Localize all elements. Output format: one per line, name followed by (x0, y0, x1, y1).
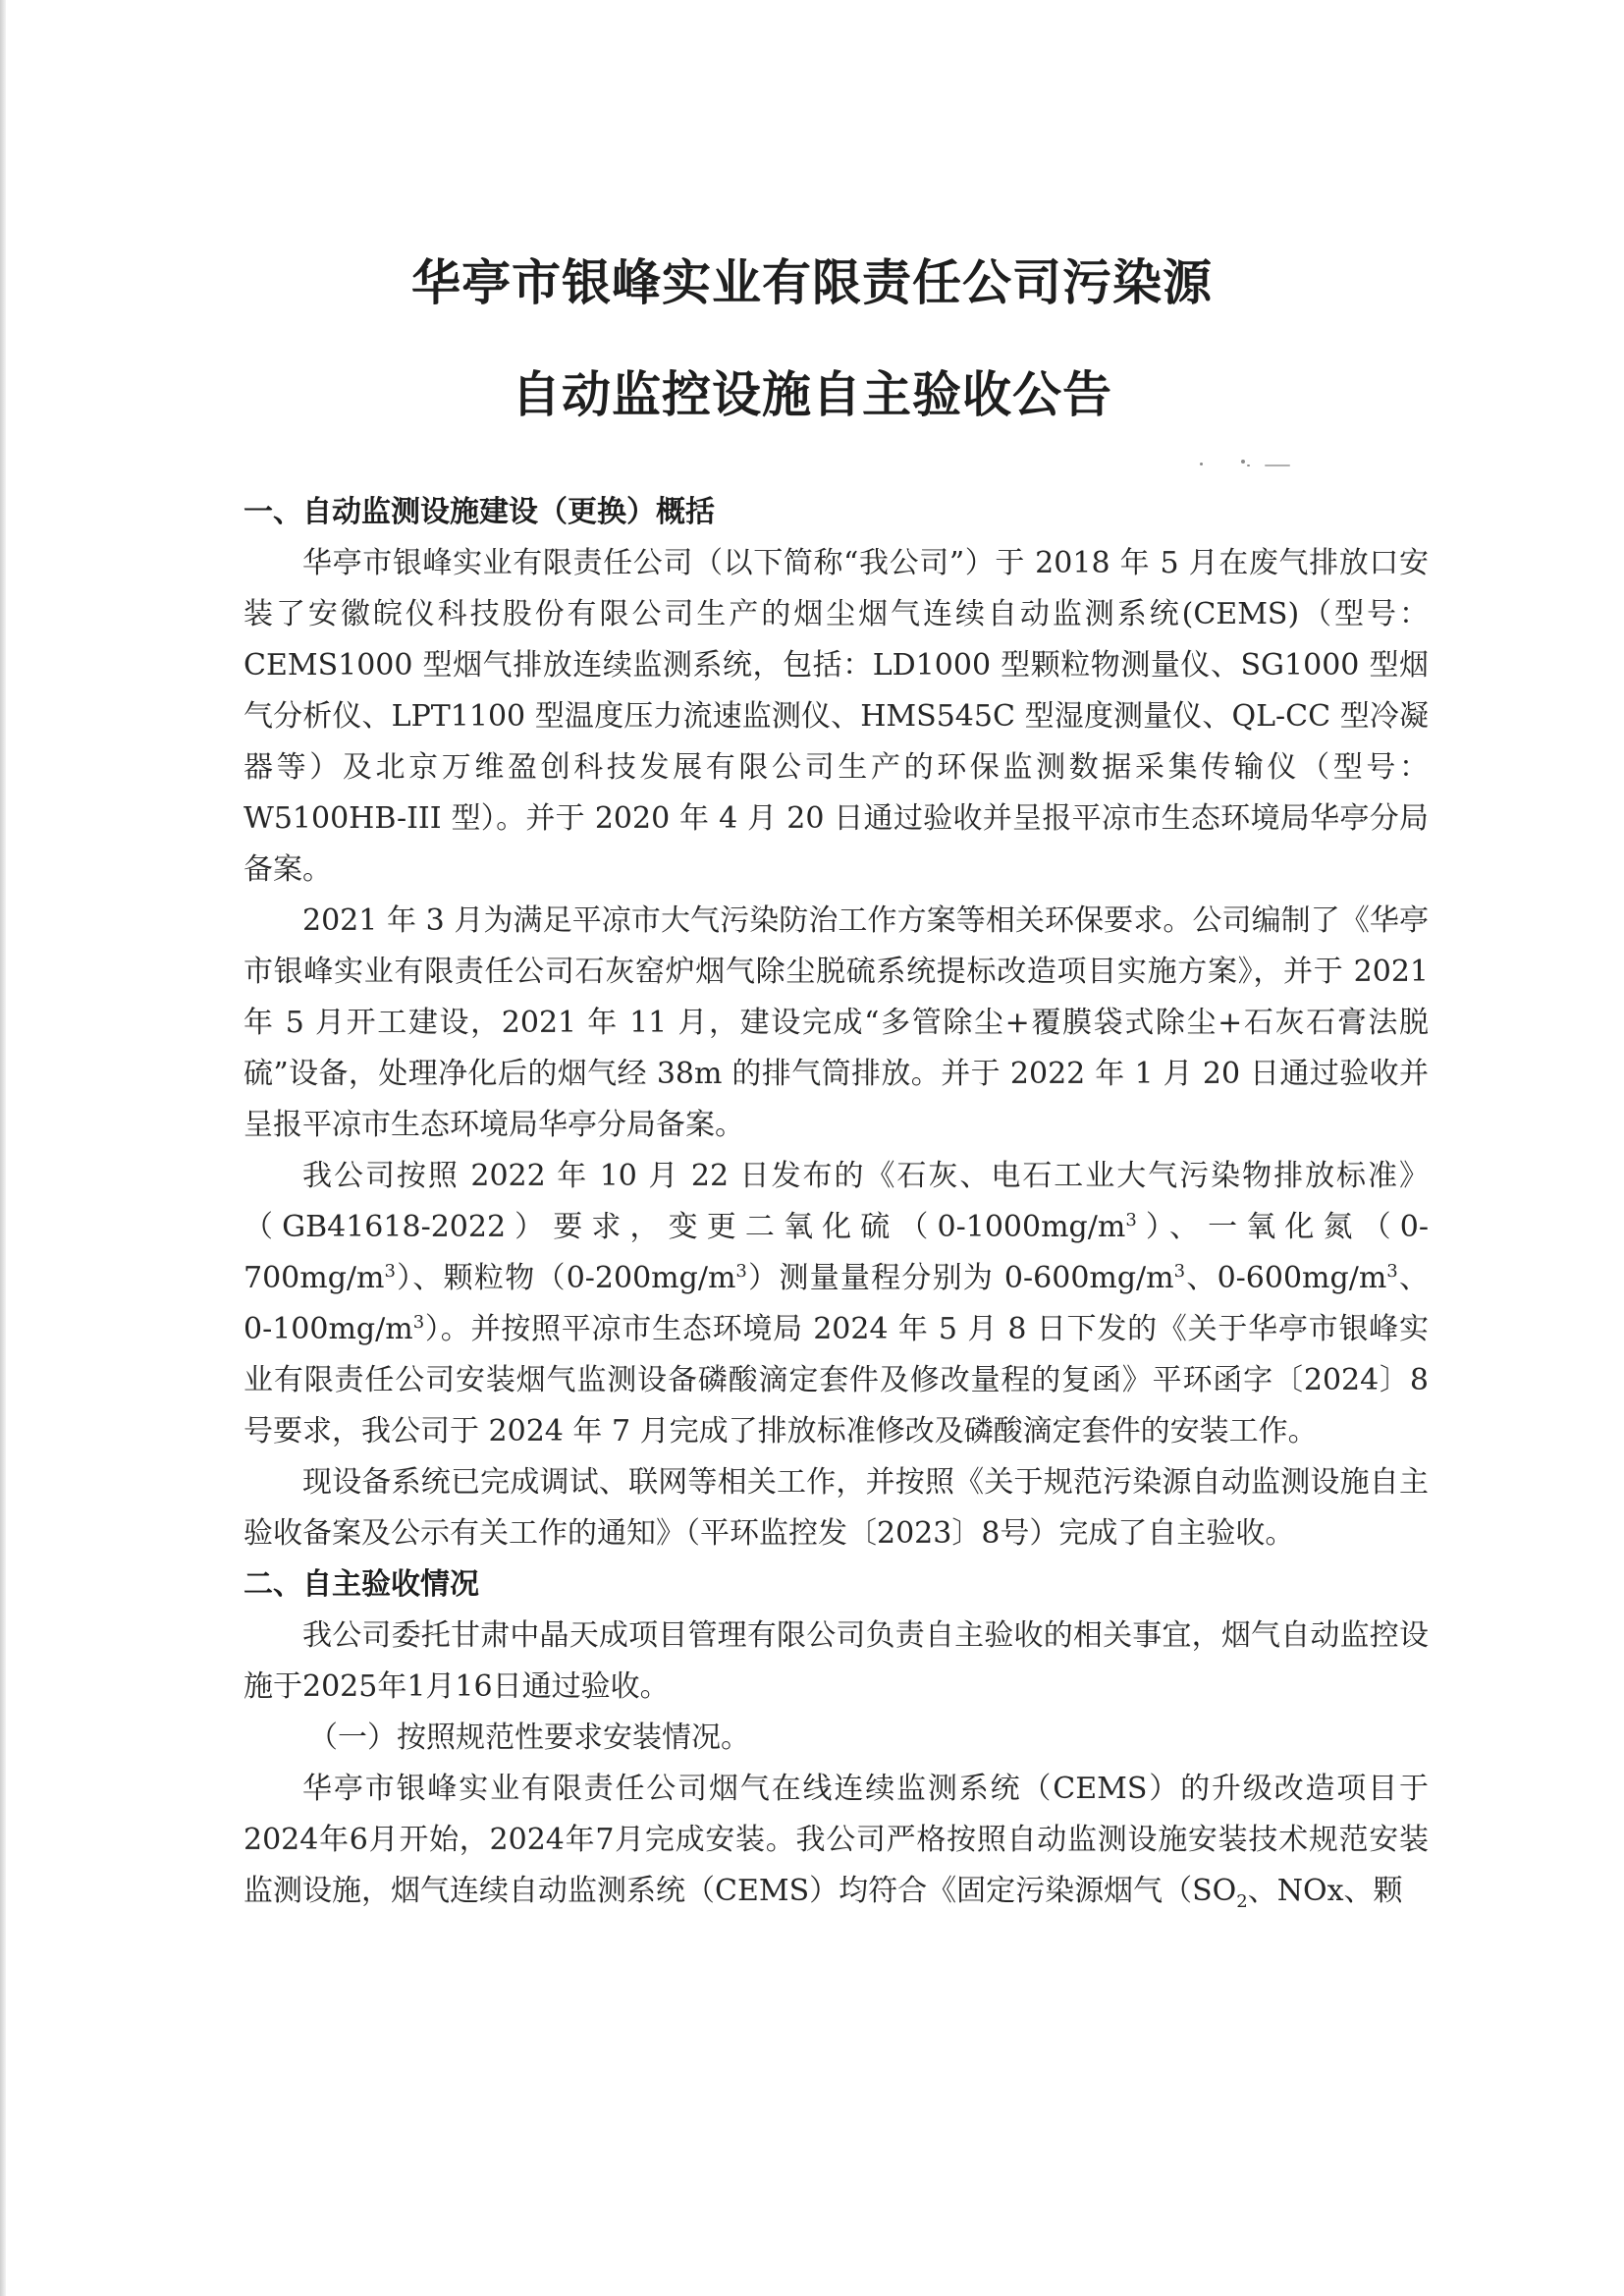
scan-specks (1196, 454, 1314, 473)
section-1-paragraph-2: 2021 年 3 月为满足平凉市大气污染防治工作方案等相关环保要求。公司编制了《华亭市银峰实业有限责任公司石灰窑炉烟气除尘脱硫系统提标改造项目实施方案》，并于 2021 年 5 月开工建设，2021 年 11 月，建设完成“多管除尘+覆膜袋式除尘+石灰石膏法脱硫”设备，处理净化后的烟气经 38m 的排气筒排放。并于 2022 年 1 月 20 日通过验收并呈报平凉市生态环境局华亭分局备案。 (244, 903, 1429, 1142)
scan-edge-shadow (0, 0, 6, 2296)
document-title-line-2: 自动监控设施自主验收公告 (512, 366, 1112, 423)
section-2-heading: 二、自主验收情况 (244, 1567, 479, 1602)
paragraph-2-text-1: 华亭市银峰实业有限责任公司烟气在线连续监测系统（CEMS）的升级改造项目于2024年6月开始，2024年7月完成安装。我公司严格按照自动监测设施安装技术规范安装监测设施，烟气连续自动监测系统（CEMS）均符合《固定污染源烟气（SO (244, 1772, 1429, 1908)
section-1-paragraph-4: 现设备系统已完成调试、联网等相关工作，并按照《关于规范污染源自动监测设施自主验收备案及公示有关工作的通知》（平环监控发〔2023〕8号）完成了自主验收。 (244, 1465, 1429, 1551)
superscript-3: 3 (412, 1312, 425, 1333)
section-2-paragraph-2 (244, 1764, 1429, 1917)
section-1-paragraph-1: 华亭市银峰实业有限责任公司（以下简称“我公司”）于 2018 年 5 月在废气排放口安装了安徽皖仪科技股份有限公司生产的烟尘烟气连续自动监测系统(CEMS)（型号：CEMS1000 型烟气排放连续监测系统，包括：LD1000 型颗粒物测量仪、SG1000 型烟气分析仪、LPT1100 型温度压力流速监测仪、HMS545C 型湿度测量仪、QL-CC 型冷凝器等）及北京万维盈创科技发展有限公司生产的环保监测数据采集传输仪（型号：W5100HB-III 型）。并于 2020 年 4 月 20 日通过验收并呈报平凉市生态环境局华亭分局备案。 (244, 546, 1429, 887)
subscript-2: 2 (1236, 1891, 1248, 1912)
superscript-3: 3 (1125, 1210, 1137, 1230)
document-body (244, 487, 1429, 1917)
paragraph-2-text-2: 、NOx、颗 (1247, 1874, 1403, 1908)
section-2-subheading: （一）按照规范性要求安装情况。 (308, 1721, 750, 1755)
superscript-3: 3 (384, 1261, 396, 1282)
paragraph-3-text-6: 、0-100mg/m (244, 1261, 1429, 1346)
document-title-line-1: 华亭市银峰实业有限责任公司污染源 (411, 254, 1213, 311)
paragraph-3-text-5: 、0-600mg/m (1185, 1261, 1387, 1295)
superscript-3: 3 (1173, 1261, 1186, 1282)
section-2-paragraph-1: 我公司委托甘肃中晶天成项目管理有限公司负责自主验收的相关事宜，烟气自动监控设施于2025年1月16日通过验收。 (244, 1618, 1429, 1704)
paragraph-3-text-2: ）、一氧化氮（0-700mg/m (244, 1210, 1429, 1295)
paragraph-3-text-4: ）测量量程分别为 0-600mg/m (746, 1261, 1174, 1295)
superscript-3: 3 (1386, 1261, 1398, 1282)
paragraph-3-text-7: ）。并按照平凉市生态环境局 2024 年 5 月 8 日下发的《关于华亭市银峰实业有限责任公司安装烟气监测设备磷酸滴定套件及修改量程的复函》平环函字〔2024〕8 号要求，我公司于 2024 年 7 月完成了排放标准修改及磷酸滴定套件的安装工作。 (244, 1312, 1429, 1449)
section-1-paragraph-3 (244, 1151, 1429, 1457)
paragraph-3-text-1: 我公司按照 2022 年 10 月 22 日发布的《石灰、电石工业大气污染物排放标准》（GB41618-2022）要求，变更二氧化硫（0-1000mg/m (244, 1159, 1429, 1244)
superscript-3: 3 (735, 1261, 747, 1282)
paragraph-3-text-3: ）、颗粒物（0-200mg/m (395, 1261, 736, 1295)
section-1-heading: 一、自动监测设施建设（更换）概括 (244, 495, 715, 529)
